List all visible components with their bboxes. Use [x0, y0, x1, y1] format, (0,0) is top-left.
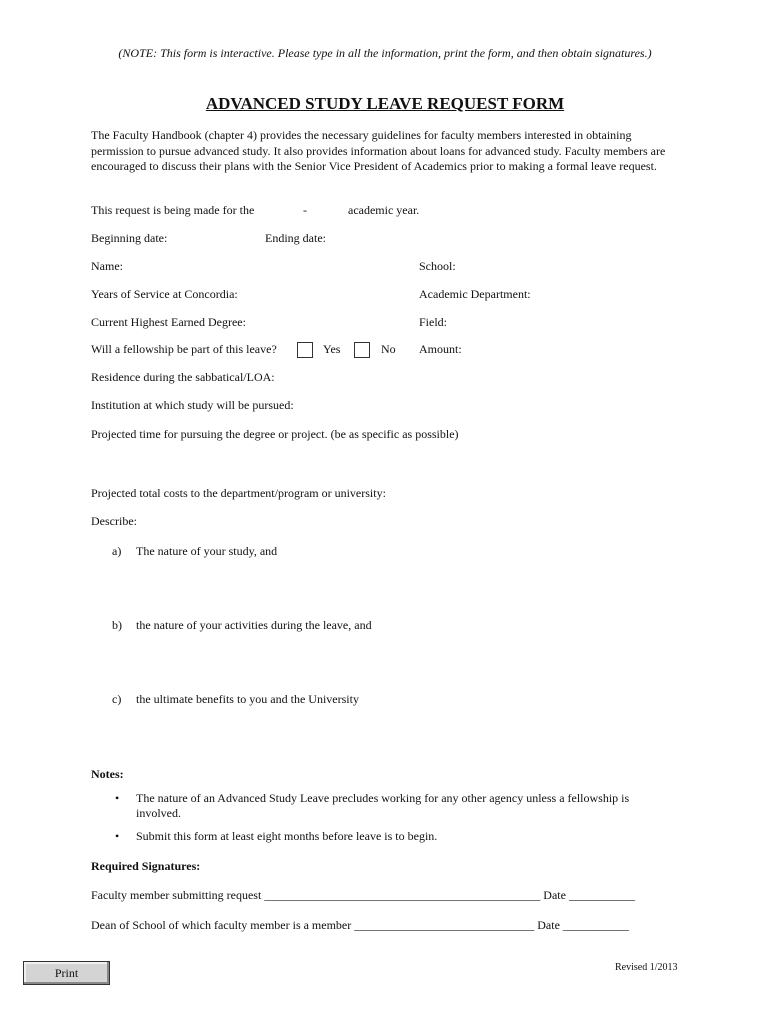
projected-time-row [0, 427, 770, 445]
beginning-date-label: Beginning date: [91, 231, 168, 245]
fellowship-row [0, 342, 770, 360]
describe-row [0, 514, 770, 532]
projected-costs-label: Projected total costs to the department/program or university: [91, 486, 386, 500]
academic-department-label: Academic Department: [419, 287, 531, 301]
projected-costs-field[interactable] [405, 485, 680, 501]
institution-field[interactable] [308, 397, 680, 413]
dean-signature-line: Dean of School of which faculty member is a member ______________________________ Date ___________ [91, 918, 629, 932]
academic-year-suffix: academic year. [348, 203, 420, 217]
fellowship-yes-checkbox[interactable] [297, 342, 313, 358]
beginning-date-field[interactable] [172, 230, 260, 246]
note-line: The nature of an Advanced Study Leave precludes working for any other agency unless a fellowship is [136, 791, 630, 805]
name-field[interactable] [128, 258, 408, 274]
academic-year-dash: - [303, 203, 307, 217]
describe-item-text: the ultimate benefits to you and the University [136, 692, 359, 706]
note-line: Submit this form at least eight months before leave is to begin. [136, 829, 438, 843]
institution-row [0, 398, 770, 416]
projected-time-label: Projected time for pursuing the degree or project. (be as specific as possible) [91, 427, 459, 441]
describe-item-marker: c) [112, 692, 122, 706]
year-end-field[interactable] [320, 202, 344, 218]
study-nature-field[interactable] [136, 563, 681, 613]
academic-year-label: This request is being made for the [91, 203, 255, 217]
ending-date-field[interactable] [332, 230, 412, 246]
projected-costs-row [0, 486, 770, 504]
residence-label: Residence during the sabbatical/LOA: [91, 370, 275, 384]
describe-label: Describe: [91, 514, 137, 528]
print-button[interactable]: Print [23, 961, 110, 985]
describe-item-text: the nature of your activities during the leave, and [136, 618, 372, 632]
academic-year-row [0, 203, 770, 221]
activities-field[interactable] [136, 637, 681, 687]
years-of-service-field[interactable] [250, 286, 410, 302]
field-label: Field: [419, 315, 448, 329]
field-input[interactable] [452, 314, 680, 330]
name-label: Name: [91, 259, 123, 273]
fellowship-no-checkbox[interactable] [354, 342, 370, 358]
describe-item-marker: a) [112, 544, 122, 558]
highest-degree-field[interactable] [256, 314, 410, 330]
form-title: ADVANCED STUDY LEAVE REQUEST FORM [205, 94, 565, 113]
amount-label: Amount: [419, 342, 462, 356]
ending-date-label: Ending date: [265, 231, 326, 245]
service-row [0, 287, 770, 305]
years-of-service-label: Years of Service at Concordia: [91, 287, 238, 301]
residence-field[interactable] [288, 369, 680, 385]
school-label: School: [419, 259, 456, 273]
projected-time-field[interactable] [91, 446, 681, 482]
fellowship-no-label: No [381, 342, 396, 356]
intro-paragraph: The Faculty Handbook (chapter 4) provides the necessary guidelines for faculty members interested in obtaining permission to pursue advanced study. It also provides information about loans for advanced study. Faculty members are encouraged to discuss their plans with the Senior Vice President of Academics prior to making a formal leave request. [91, 128, 666, 173]
bullet-icon: • [115, 791, 120, 805]
note-line: involved. [136, 806, 181, 820]
bullet-icon: • [115, 829, 120, 843]
name-row [0, 259, 770, 277]
institution-label: Institution at which study will be pursued: [91, 398, 294, 412]
revision-date: Revised 1/2013 [615, 962, 678, 973]
school-field[interactable] [460, 258, 680, 274]
residence-row [0, 370, 770, 388]
fellowship-yes-label: Yes [323, 342, 341, 356]
notes-heading: Notes: [91, 767, 124, 781]
describe-item-text: The nature of your study, and [136, 544, 278, 558]
benefits-field[interactable] [136, 711, 681, 761]
amount-field[interactable] [468, 341, 680, 357]
degree-row [0, 315, 770, 333]
highest-degree-label: Current Highest Earned Degree: [91, 315, 246, 329]
dates-row [0, 231, 770, 249]
describe-item-marker: b) [112, 618, 122, 632]
fellowship-question: Will a fellowship be part of this leave? [91, 342, 277, 356]
academic-department-field[interactable] [540, 286, 680, 302]
signatures-heading: Required Signatures: [91, 859, 201, 873]
faculty-signature-line: Faculty member submitting request ______________________________________________ Date ___________ [91, 888, 635, 902]
interactive-note: (NOTE: This form is interactive. Please type in all the information, print the form, and then obtain signatures.) [118, 46, 652, 60]
